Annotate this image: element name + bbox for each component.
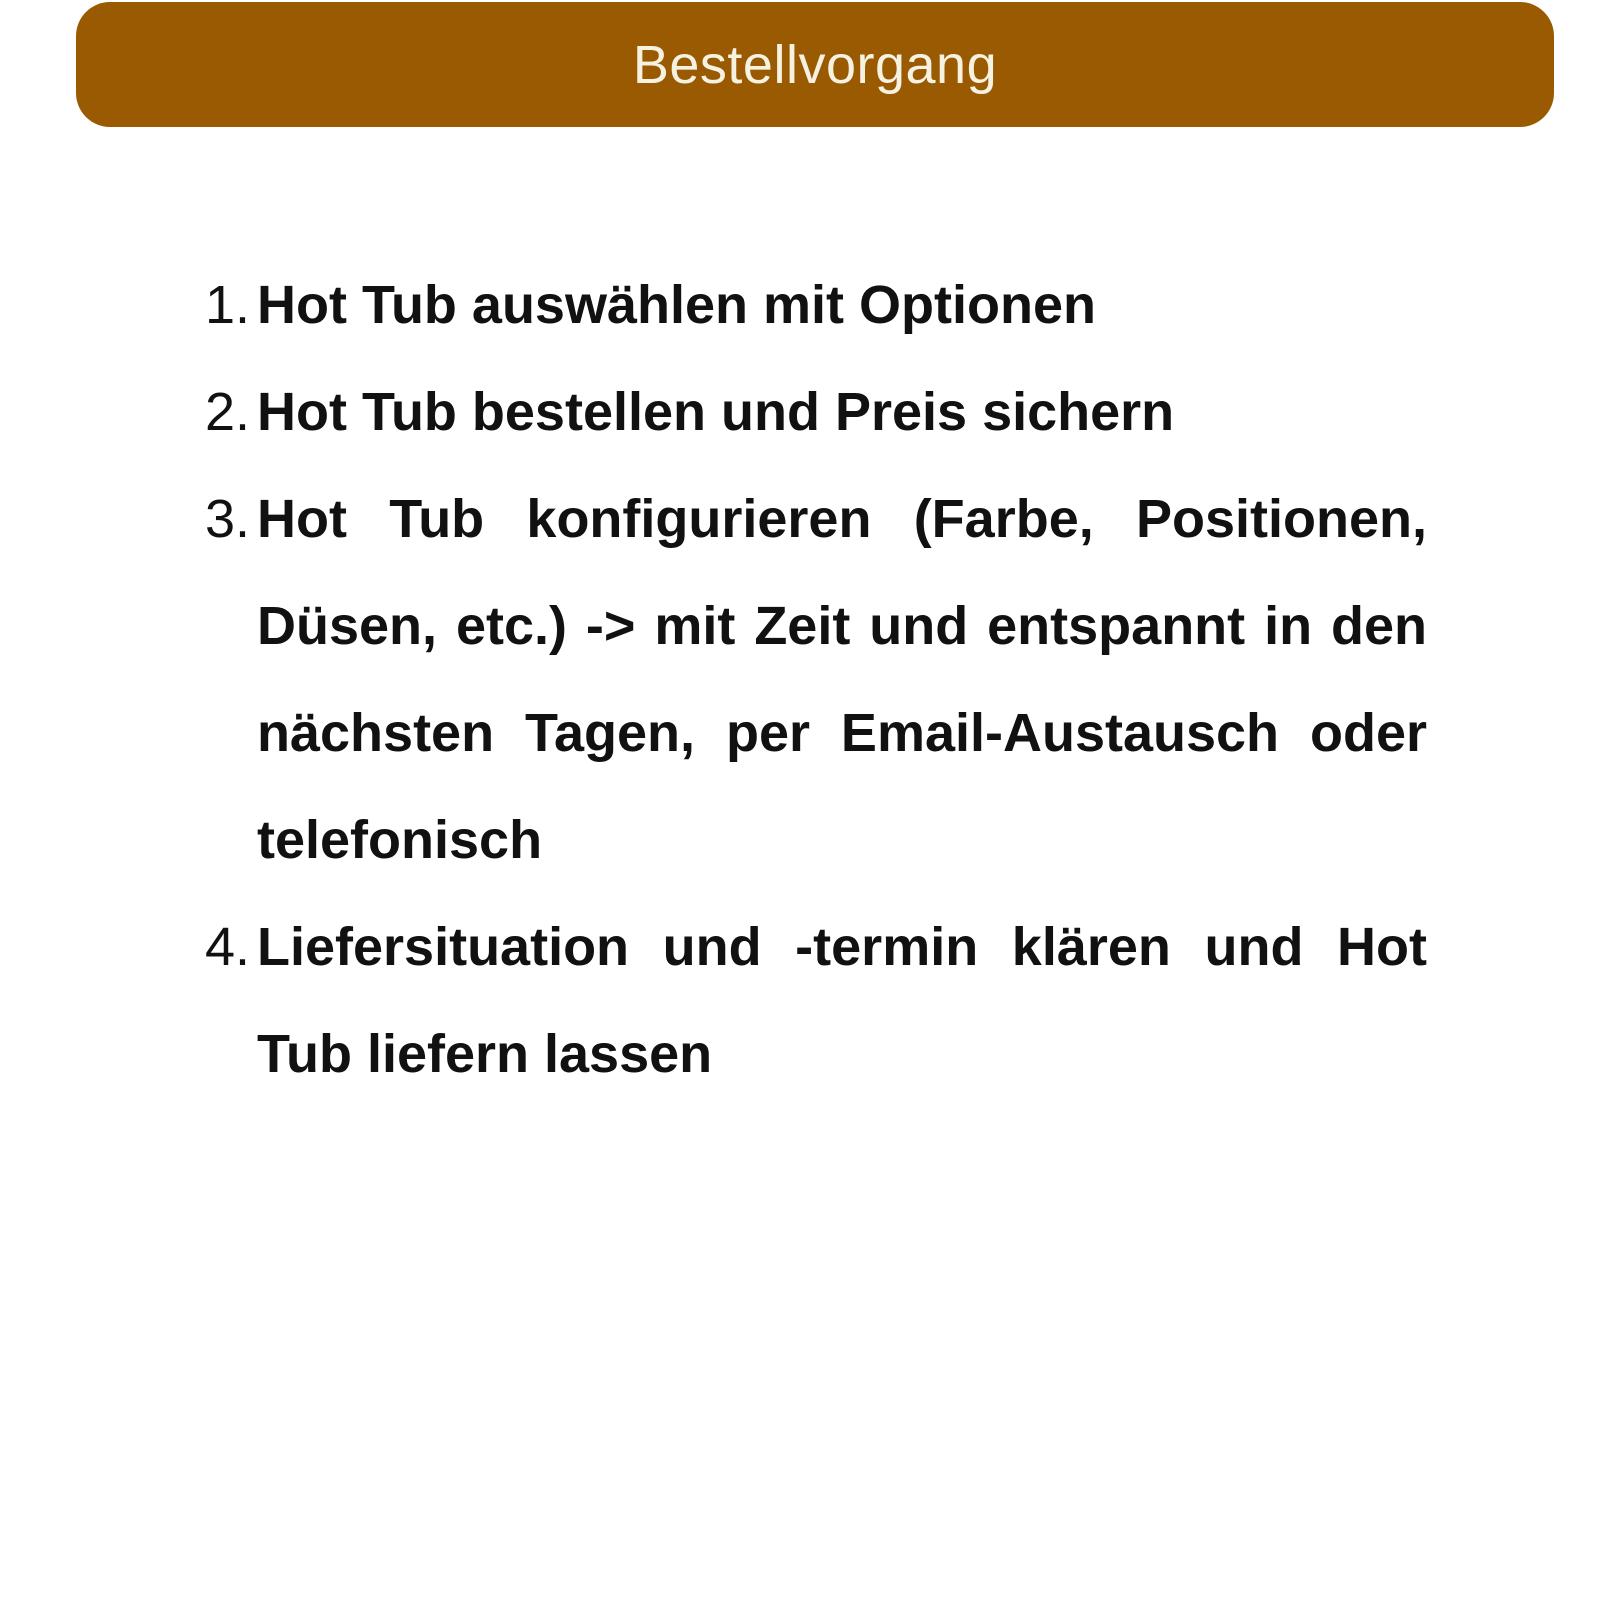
list-item xyxy=(205,466,1427,894)
ordered-steps-list xyxy=(205,252,1427,1108)
list-item-number: 4. xyxy=(205,917,251,977)
list-item-number: 1. xyxy=(205,275,251,335)
list-item-number: 3. xyxy=(205,489,251,549)
list-item-text: Hot Tub auswählen mit Optionen xyxy=(257,275,1096,335)
list-item-number: 2. xyxy=(205,382,251,442)
list-item-text: Hot Tub konfigurieren (Farbe, Positionen, Düsen, etc.) -> mit Zeit und entspannt in den nächsten Tagen, per Email-Austausch oder telefonisch xyxy=(257,489,1427,870)
list-item xyxy=(205,894,1427,1108)
list-item-text: Hot Tub bestellen und Preis sichern xyxy=(257,382,1175,442)
list-item xyxy=(205,359,1427,466)
title-bar xyxy=(76,2,1554,127)
list-item-text: Liefersituation und -termin klären und Hot Tub liefern lassen xyxy=(257,917,1427,1084)
page-title: Bestellvorgang xyxy=(632,34,998,95)
list-item xyxy=(205,252,1427,359)
